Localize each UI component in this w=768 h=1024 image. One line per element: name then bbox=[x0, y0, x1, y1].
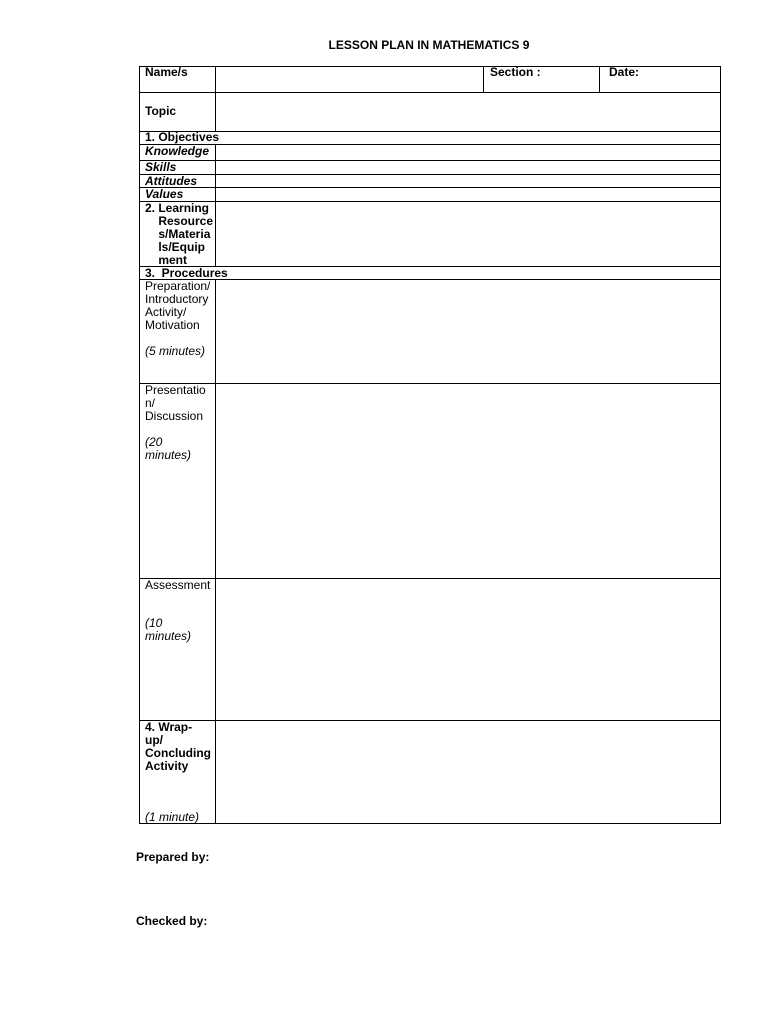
wrapup-time: (1 minute) bbox=[145, 810, 200, 824]
prepared-by-label: Prepared by: bbox=[136, 850, 210, 864]
date-label: Date: bbox=[609, 65, 640, 79]
preparation-label: Preparation/ Introductory Activity/ Motivation bbox=[145, 279, 211, 332]
knowledge-label: Knowledge bbox=[145, 144, 210, 158]
row-line bbox=[139, 144, 721, 145]
document-title: LESSON PLAN IN MATHEMATICS 9 bbox=[328, 38, 530, 52]
table-border-right bbox=[720, 66, 721, 824]
row-line bbox=[139, 160, 721, 161]
label-column-divider bbox=[215, 144, 216, 266]
assessment-label: Assessment bbox=[145, 578, 211, 592]
procedures-heading: 3. Procedures bbox=[145, 266, 228, 280]
section-label: Section : bbox=[490, 65, 541, 79]
table-border-left bbox=[139, 66, 140, 824]
row-line bbox=[139, 174, 721, 175]
presentation-time: (20 minutes) bbox=[145, 435, 192, 462]
section-column-divider bbox=[483, 66, 484, 93]
topic-label: Topic bbox=[145, 104, 177, 118]
row-line bbox=[139, 720, 721, 721]
label-column-divider bbox=[215, 66, 216, 131]
date-column-divider bbox=[599, 66, 600, 93]
row-line bbox=[139, 578, 721, 579]
wrapup-label: 4. Wrap- up/ Concluding Activity bbox=[145, 720, 211, 773]
row-line bbox=[139, 187, 721, 188]
row-line bbox=[139, 383, 721, 384]
presentation-label: Presentatio n/ Discussion bbox=[145, 383, 206, 423]
name-label: Name/s bbox=[145, 65, 188, 79]
objectives-heading: 1. Objectives bbox=[145, 130, 220, 144]
checked-by-label: Checked by: bbox=[136, 914, 208, 928]
assessment-time: (10 minutes) bbox=[145, 616, 192, 643]
row-line bbox=[139, 823, 721, 824]
row-line bbox=[139, 92, 721, 93]
preparation-time: (5 minutes) bbox=[145, 344, 206, 358]
skills-label: Skills bbox=[145, 160, 177, 174]
label-column-divider bbox=[215, 279, 216, 824]
values-label: Values bbox=[145, 187, 184, 201]
attitudes-label: Attitudes bbox=[145, 174, 197, 188]
row-line bbox=[139, 131, 721, 132]
row-line bbox=[139, 201, 721, 202]
learning-resources-label: 2. Learning Resource s/Materia ls/Equip ment bbox=[145, 201, 214, 267]
